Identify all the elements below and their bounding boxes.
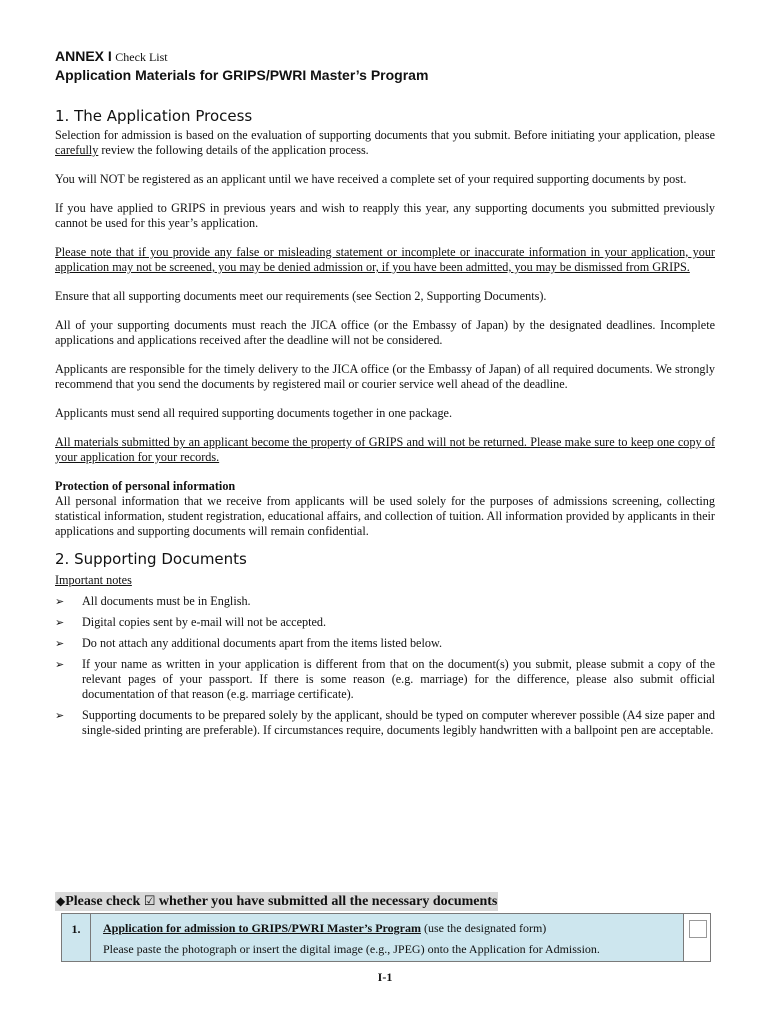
paragraph-reapply: If you have applied to GRIPS in previous years and wish to reapply this year, any supporting documents you submitted previously cannot be used for this year’s application.: [55, 201, 715, 230]
paragraph-property: All materials submitted by an applicant become the property of GRIPS and will not be returned. Please make sure to keep one copy of your application for your records.: [55, 435, 715, 464]
paragraph-registration: You will NOT be registered as an applicant until we have received a complete set of your required supporting documents by post.: [55, 172, 687, 186]
privacy-heading: Protection of personal information: [55, 479, 236, 493]
item-title: Application for admission to GRIPS/PWRI Master’s Program: [103, 921, 421, 935]
paragraph-selection: [55, 128, 715, 158]
checklist-heading-text: whether you have submitted all the necessary documents: [155, 894, 498, 909]
paragraph-one-package: Applicants must send all required supporting documents together in one package.: [55, 406, 453, 420]
privacy-text: All personal information that we receive from applicants will be used solely for the purposes of admissions screening, collecting statistical information, student registration, educational affairs, and collection of tuition. All information provided by applicants in their applications and supporting documents will remain confidential.: [55, 494, 715, 538]
checkbox-checked-icon: ☑: [143, 894, 156, 909]
notes-list: [55, 594, 715, 738]
list-item: [55, 708, 715, 738]
arrow-bullet-icon: ➢: [55, 595, 65, 608]
table-row: [62, 914, 711, 962]
page-number: I-1: [377, 970, 393, 984]
item-checkbox[interactable]: [689, 920, 707, 938]
list-item: [55, 636, 715, 651]
document-page: [55, 48, 715, 744]
list-item: [55, 657, 715, 702]
item-checkbox-cell: [684, 914, 711, 962]
note-text: All documents must be in English.: [82, 594, 251, 608]
note-text: Digital copies sent by e-mail will not be accepted.: [82, 615, 327, 629]
paragraph-deadline: All of your supporting documents must reach the JICA office (or the Embassy of Japan) by the designated deadlines. Incomplete applications and applications received after the deadline will not be considered.: [55, 318, 715, 347]
important-notes-label: Important notes: [55, 573, 132, 587]
annex-header: [55, 48, 715, 66]
checklist-label: Check List: [115, 50, 168, 64]
paragraph-delivery: Applicants are responsible for the timely delivery to the JICA office (or the Embassy of Japan) of all required documents. We strongly recommend that you send the documents by registered mail or courier service well ahead of the deadline.: [55, 362, 715, 391]
paragraph-false-statement: Please note that if you provide any false or misleading statement or incomplete or inaccurate information in your application, your application may not be screened, you may be denied admission or, if you have been admitted, you may be dismissed from GRIPS.: [55, 245, 715, 274]
arrow-bullet-icon: ➢: [55, 637, 65, 650]
document-title: Application Materials for GRIPS/PWRI Master’s Program: [55, 67, 429, 83]
list-item: [55, 615, 715, 630]
list-item: [55, 594, 715, 609]
arrow-bullet-icon: ➢: [55, 658, 65, 671]
section2-heading: 2. Supporting Documents: [55, 550, 247, 568]
checklist-table: [61, 913, 711, 962]
paragraph-requirements: Ensure that all supporting documents meet our requirements (see Section 2, Supporting Documents).: [55, 289, 547, 303]
underlined-word: carefully: [55, 143, 99, 157]
arrow-bullet-icon: ➢: [55, 709, 65, 722]
note-text: Supporting documents to be prepared solely by the applicant, should be typed on computer wherever possible (A4 size paper and single-sided printing are preferable). If circumstances require, documents legibly handwritten with a ballpoint pen are acceptable.: [82, 708, 715, 737]
item-number: 1.: [62, 914, 91, 962]
arrow-bullet-icon: ➢: [55, 616, 65, 629]
paragraph-text: Selection for admission is based on the evaluation of supporting documents that you submit. Before initiating your application, please: [55, 128, 715, 142]
diamond-icon: ◆: [56, 894, 66, 908]
item-note: (use the designated form): [420, 921, 547, 935]
item-detail: Please paste the photograph or insert the digital image (e.g., JPEG) onto the Application for Admission.: [103, 942, 600, 956]
annex-label: ANNEX I: [55, 48, 112, 64]
note-text: If your name as written in your application is different from that on the document(s) you submit, please submit a copy of the relevant pages of your passport. If there is some reason (e.g. marriage) for the difference, please also submit official documentation of that reason (e.g. marriage certificate).: [82, 657, 715, 701]
note-text: Do not attach any additional documents apart from the items listed below.: [82, 636, 443, 650]
paragraph-text: review the following details of the application process.: [98, 143, 369, 157]
item-content: [91, 914, 684, 962]
section1-heading: 1. The Application Process: [55, 107, 253, 125]
checklist-heading-text: Please check: [65, 894, 141, 909]
checklist-heading: [55, 892, 498, 911]
